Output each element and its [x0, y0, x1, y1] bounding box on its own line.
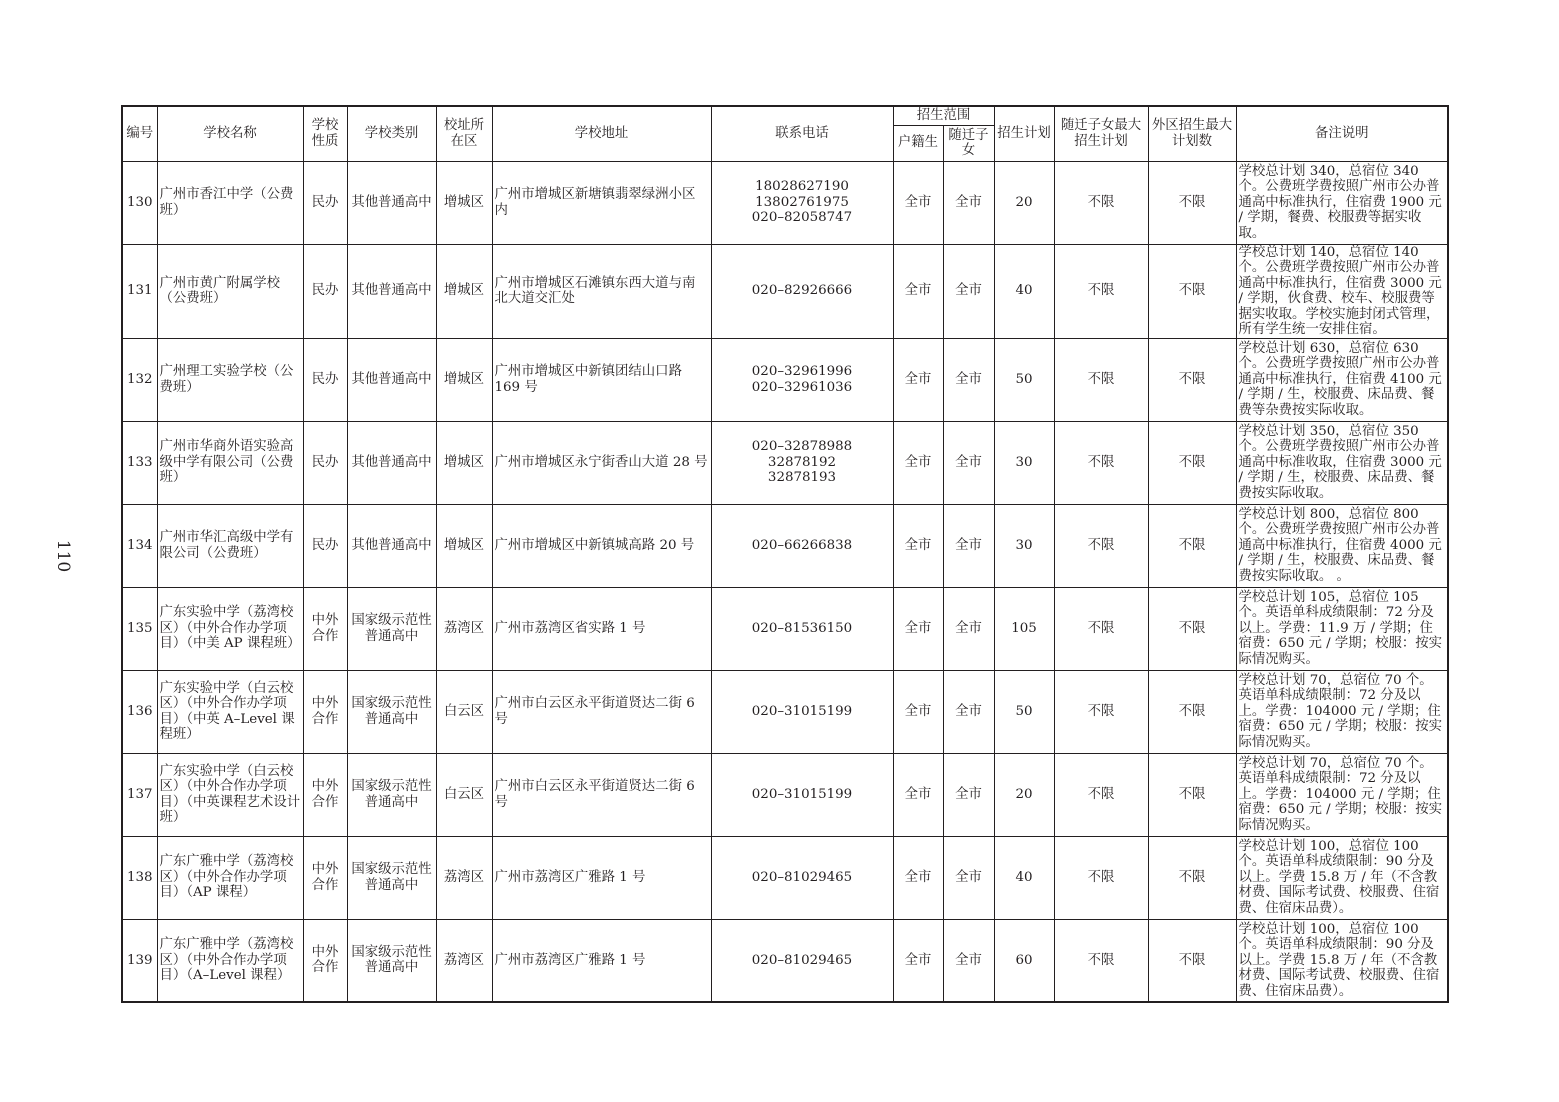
header-suiqian-max: 随迁子女最大招生计划	[1054, 106, 1148, 161]
cell-nature: 中外合作	[303, 753, 347, 836]
cell-suiqian-max: 不限	[1054, 753, 1148, 836]
header-plan: 招生计划	[994, 106, 1054, 161]
table-row	[122, 836, 1448, 919]
header-scope: 招生范围	[893, 106, 994, 125]
cell-remark: 学校总计划 70，总宿位 70 个。英语单科成绩限制：72 分及以上。学费：104000 元 / 学期；住宿费：650 元 / 学期；校服：按实际情况购买。	[1236, 670, 1448, 753]
cell-suiqian-max: 不限	[1054, 587, 1148, 670]
cell-school-name: 广州市华商外语实验高级中学有限公司（公费班）	[157, 421, 303, 504]
table-row	[122, 421, 1448, 504]
table-row	[122, 338, 1448, 421]
cell-huji: 全市	[893, 753, 943, 836]
cell-suiqian-max: 不限	[1054, 161, 1148, 244]
cell-school-name: 广州理工实验学校（公费班）	[157, 338, 303, 421]
cell-num: 138	[122, 836, 157, 919]
cell-outside-max: 不限	[1148, 836, 1236, 919]
cell-phone	[711, 161, 893, 244]
phone-number: 32878193	[767, 470, 837, 486]
cell-num: 139	[122, 919, 157, 1002]
cell-num: 133	[122, 421, 157, 504]
cell-phone	[711, 504, 893, 587]
header-type: 学校类别	[347, 106, 436, 161]
cell-suiqian: 全市	[943, 338, 994, 421]
cell-outside-max: 不限	[1148, 338, 1236, 421]
cell-plan: 105	[994, 587, 1054, 670]
cell-huji: 全市	[893, 161, 943, 244]
cell-district: 白云区	[436, 670, 492, 753]
cell-nature: 中外合作	[303, 670, 347, 753]
cell-type: 其他普通高中	[347, 421, 436, 504]
cell-outside-max: 不限	[1148, 753, 1236, 836]
cell-district: 增城区	[436, 161, 492, 244]
cell-school-name: 广州市华汇高级中学有限公司（公费班）	[157, 504, 303, 587]
cell-district: 荔湾区	[436, 587, 492, 670]
cell-nature: 中外合作	[303, 587, 347, 670]
cell-address: 广州市荔湾区省实路 1 号	[492, 587, 711, 670]
cell-plan: 50	[994, 670, 1054, 753]
cell-plan: 20	[994, 161, 1054, 244]
table-row	[122, 161, 1448, 244]
cell-remark: 学校总计划 100，总宿位 100 个。英语单科成绩限制：90 分及以上。学费 15.8 万 / 年（不含教材费、国际考试费、校服费、住宿费、住宿床品费）。	[1236, 919, 1448, 1002]
cell-num: 134	[122, 504, 157, 587]
cell-type: 国家级示范性普通高中	[347, 670, 436, 753]
admission-table	[121, 105, 1449, 1003]
cell-num: 135	[122, 587, 157, 670]
cell-remark: 学校总计划 800，总宿位 800 个。公费班学费按照广州市公办普通高中标准执行，住宿费 4000 元 / 学期 / 生，校服费、床品费、餐费按实际收取。 。	[1236, 504, 1448, 587]
header-scope-huji: 户籍生	[893, 125, 943, 161]
header-phone: 联系电话	[711, 106, 893, 161]
table-body	[122, 161, 1448, 1002]
table-row	[122, 670, 1448, 753]
cell-district: 增城区	[436, 244, 492, 338]
cell-remark: 学校总计划 100，总宿位 100 个。英语单科成绩限制：90 分及以上。学费 15.8 万 / 年（不含教材费、国际考试费、校服费、住宿费、住宿床品费）。	[1236, 836, 1448, 919]
cell-suiqian-max: 不限	[1054, 670, 1148, 753]
header-nature: 学校性质	[303, 106, 347, 161]
cell-remark: 学校总计划 340，总宿位 340 个。公费班学费按照广州市公办普通高中标准执行，住宿费 1900 元 / 学期，餐费、校服费等据实收取。	[1236, 161, 1448, 244]
cell-huji: 全市	[893, 587, 943, 670]
cell-plan: 60	[994, 919, 1054, 1002]
cell-nature: 中外合作	[303, 919, 347, 1002]
cell-address: 广州市增城区中新镇团结山口路 169 号	[492, 338, 711, 421]
table-header	[122, 106, 1448, 161]
cell-district: 增城区	[436, 338, 492, 421]
table-row	[122, 919, 1448, 1002]
cell-plan: 50	[994, 338, 1054, 421]
cell-nature: 民办	[303, 504, 347, 587]
cell-suiqian: 全市	[943, 670, 994, 753]
cell-district: 荔湾区	[436, 919, 492, 1002]
cell-suiqian-max: 不限	[1054, 338, 1148, 421]
cell-num: 131	[122, 244, 157, 338]
cell-suiqian-max: 不限	[1054, 244, 1148, 338]
cell-remark: 学校总计划 70，总宿位 70 个。英语单科成绩限制：72 分及以上。学费：104000 元 / 学期；住宿费：650 元 / 学期；校服：按实际情况购买。	[1236, 753, 1448, 836]
cell-suiqian: 全市	[943, 421, 994, 504]
cell-plan: 40	[994, 244, 1054, 338]
cell-outside-max: 不限	[1148, 670, 1236, 753]
cell-district: 白云区	[436, 753, 492, 836]
phone-number: 020–31015199	[751, 786, 853, 802]
cell-address: 广州市荔湾区广雅路 1 号	[492, 919, 711, 1002]
cell-type: 其他普通高中	[347, 244, 436, 338]
cell-num: 132	[122, 338, 157, 421]
cell-type: 其他普通高中	[347, 161, 436, 244]
cell-num: 136	[122, 670, 157, 753]
cell-remark: 学校总计划 105，总宿位 105 个。英语单科成绩限制：72 分及以上。学费：11.9 万 / 学期；住宿费：650 元 / 学期；校服：按实际情况购买。	[1236, 587, 1448, 670]
phone-number: 020–82926666	[751, 283, 853, 299]
cell-school-name: 广东广雅中学（荔湾校区）（中外合作办学项目）（AP 课程）	[157, 836, 303, 919]
cell-outside-max: 不限	[1148, 504, 1236, 587]
cell-plan: 30	[994, 504, 1054, 587]
cell-suiqian: 全市	[943, 587, 994, 670]
cell-outside-max: 不限	[1148, 919, 1236, 1002]
cell-huji: 全市	[893, 504, 943, 587]
cell-suiqian: 全市	[943, 504, 994, 587]
cell-suiqian-max: 不限	[1054, 504, 1148, 587]
cell-district: 增城区	[436, 421, 492, 504]
cell-huji: 全市	[893, 836, 943, 919]
table-row	[122, 244, 1448, 338]
phone-number: 020–81029465	[751, 869, 853, 885]
cell-nature: 民办	[303, 244, 347, 338]
cell-suiqian: 全市	[943, 836, 994, 919]
cell-address: 广州市增城区石滩镇东西大道与南北大道交汇处	[492, 244, 711, 338]
cell-address: 广州市增城区新塘镇翡翠绿洲小区内	[492, 161, 711, 244]
cell-huji: 全市	[893, 421, 943, 504]
phone-number: 020–81536150	[751, 620, 853, 636]
phone-number: 020–81029465	[751, 952, 853, 968]
cell-phone	[711, 587, 893, 670]
header-scope-suiqian: 随迁子女	[943, 125, 994, 161]
cell-type: 其他普通高中	[347, 504, 436, 587]
cell-suiqian-max: 不限	[1054, 836, 1148, 919]
cell-nature: 民办	[303, 161, 347, 244]
cell-type: 其他普通高中	[347, 338, 436, 421]
cell-school-name: 广东广雅中学（荔湾校区）（中外合作办学项目）（A–Level 课程）	[157, 919, 303, 1002]
cell-phone	[711, 836, 893, 919]
cell-nature: 中外合作	[303, 836, 347, 919]
cell-type: 国家级示范性普通高中	[347, 587, 436, 670]
cell-phone	[711, 421, 893, 504]
cell-huji: 全市	[893, 670, 943, 753]
cell-type: 国家级示范性普通高中	[347, 919, 436, 1002]
cell-plan: 20	[994, 753, 1054, 836]
cell-num: 130	[122, 161, 157, 244]
cell-remark: 学校总计划 140，总宿位 140 个。公费班学费按照广州市公办普通高中标准执行，住宿费 3000 元 / 学期，伙食费、校车、校服费等据实收取。学校实施封闭式管理，所有学生统一安排住宿。	[1236, 244, 1448, 338]
cell-huji: 全市	[893, 919, 943, 1002]
phone-number: 020–32878988	[751, 439, 853, 455]
cell-address: 广州市增城区永宁街香山大道 28 号	[492, 421, 711, 504]
cell-suiqian-max: 不限	[1054, 421, 1148, 504]
cell-school-name: 广州市香江中学（公费班）	[157, 161, 303, 244]
cell-plan: 40	[994, 836, 1054, 919]
phone-number: 020–32961036	[751, 379, 853, 395]
phone-number: 020–31015199	[751, 703, 853, 719]
cell-suiqian: 全市	[943, 161, 994, 244]
cell-district: 荔湾区	[436, 836, 492, 919]
cell-phone	[711, 753, 893, 836]
cell-phone	[711, 244, 893, 338]
phone-number: 020–66266838	[751, 537, 853, 553]
cell-suiqian: 全市	[943, 919, 994, 1002]
cell-type: 国家级示范性普通高中	[347, 753, 436, 836]
cell-outside-max: 不限	[1148, 587, 1236, 670]
cell-address: 广州市白云区永平街道贤达二街 6 号	[492, 753, 711, 836]
cell-nature: 民办	[303, 338, 347, 421]
table-row	[122, 587, 1448, 670]
header-outside-max: 外区招生最大计划数	[1148, 106, 1236, 161]
cell-remark: 学校总计划 350，总宿位 350 个。公费班学费按照广州市公办普通高中标准收取，住宿费 3000 元 / 学期 / 生，校服费、床品费、餐费按实际收取。	[1236, 421, 1448, 504]
cell-suiqian: 全市	[943, 753, 994, 836]
phone-number: 32878192	[767, 454, 837, 470]
cell-district: 增城区	[436, 504, 492, 587]
header-district: 校址所在区	[436, 106, 492, 161]
cell-remark: 学校总计划 630，总宿位 630 个。公费班学费按照广州市公办普通高中标准执行，住宿费 4100 元 / 学期 / 生，校服费、床品费、餐费等杂费按实际收取。	[1236, 338, 1448, 421]
cell-plan: 30	[994, 421, 1054, 504]
phone-number: 13802761975	[755, 194, 849, 210]
cell-school-name: 广东实验中学（荔湾校区）（中外合作办学项目）（中美 AP 课程班）	[157, 587, 303, 670]
cell-phone	[711, 919, 893, 1002]
page-number: 110	[53, 539, 73, 573]
table-row	[122, 753, 1448, 836]
cell-school-name: 广东实验中学（白云校区）（中外合作办学项目）（中英 A–Level 课程班）	[157, 670, 303, 753]
cell-type: 国家级示范性普通高中	[347, 836, 436, 919]
cell-phone	[711, 670, 893, 753]
header-num: 编号	[122, 106, 157, 161]
cell-num: 137	[122, 753, 157, 836]
cell-address: 广州市白云区永平街道贤达二街 6 号	[492, 670, 711, 753]
phone-number: 18028627190	[755, 179, 849, 195]
cell-huji: 全市	[893, 338, 943, 421]
cell-outside-max: 不限	[1148, 161, 1236, 244]
cell-address: 广州市增城区中新镇城高路 20 号	[492, 504, 711, 587]
cell-suiqian-max: 不限	[1054, 919, 1148, 1002]
cell-nature: 民办	[303, 421, 347, 504]
phone-number: 020–82058747	[751, 210, 853, 226]
cell-school-name: 广东实验中学（白云校区）（中外合作办学项目）（中英课程艺术设计班）	[157, 753, 303, 836]
header-remark: 备注说明	[1236, 106, 1448, 161]
phone-number: 020–32961996	[751, 364, 853, 379]
header-name: 学校名称	[157, 106, 303, 161]
cell-huji: 全市	[893, 244, 943, 338]
table-row	[122, 504, 1448, 587]
cell-phone	[711, 338, 893, 421]
cell-outside-max: 不限	[1148, 421, 1236, 504]
header-address: 学校地址	[492, 106, 711, 161]
cell-suiqian: 全市	[943, 244, 994, 338]
cell-address: 广州市荔湾区广雅路 1 号	[492, 836, 711, 919]
cell-outside-max: 不限	[1148, 244, 1236, 338]
cell-school-name: 广州市黄广附属学校（公费班）	[157, 244, 303, 338]
